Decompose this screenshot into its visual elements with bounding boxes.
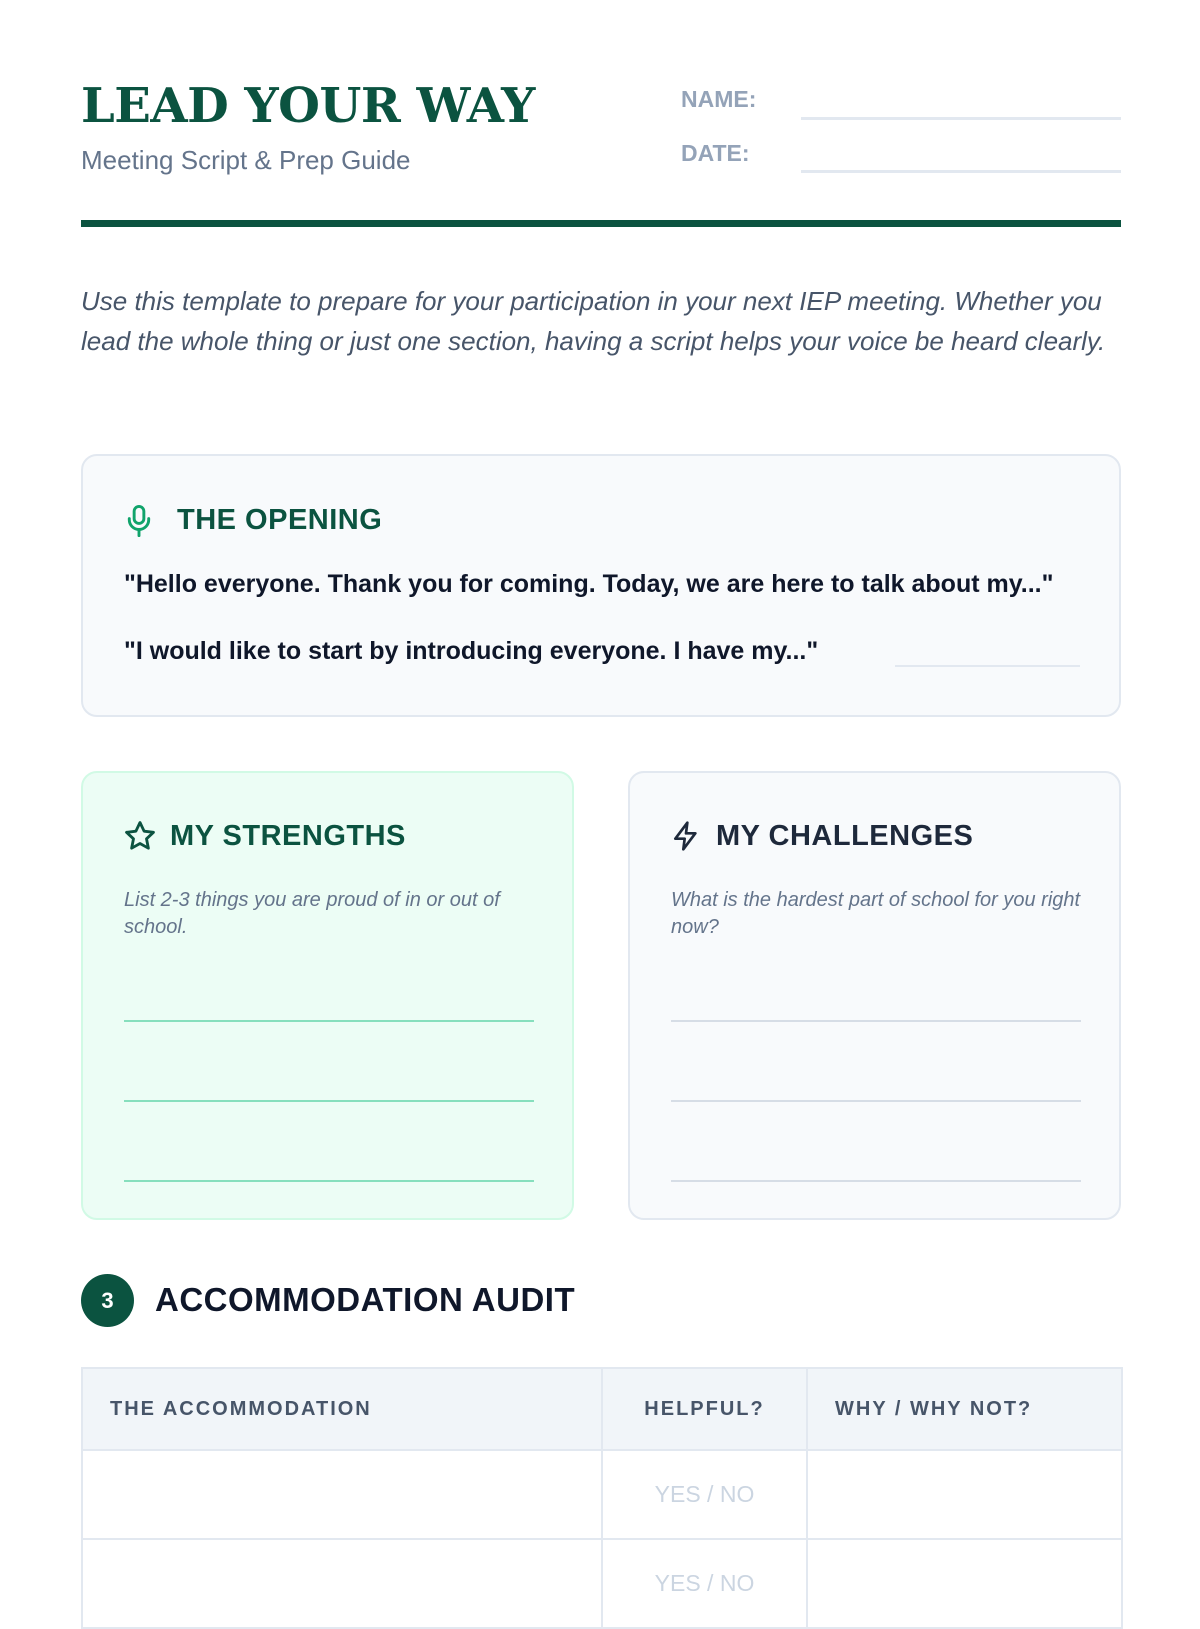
- accommodation-table: [81, 1367, 1123, 1629]
- star-icon: [123, 819, 157, 853]
- name-field[interactable]: [801, 117, 1121, 120]
- strengths-line-3[interactable]: [124, 1180, 534, 1182]
- name-label: NAME:: [681, 86, 757, 112]
- intro-text: Use this template to prepare for your participation in your next IEP meeting. Whether you lead the whole thing or just one section, having a script helps your voice be heard clearly.: [81, 286, 1106, 356]
- challenges-title: MY CHALLENGES: [716, 820, 974, 852]
- challenges-card: [628, 771, 1121, 1220]
- why-cell[interactable]: [807, 1539, 1122, 1628]
- strengths-line-2[interactable]: [124, 1100, 534, 1102]
- date-label: DATE:: [681, 140, 750, 166]
- strengths-card: [81, 771, 574, 1220]
- helpful-cell[interactable]: YES / NO: [602, 1539, 807, 1628]
- audit-title: ACCOMMODATION AUDIT: [155, 1281, 576, 1318]
- column-header-accommodation: THE ACCOMMODATION: [82, 1368, 602, 1450]
- table-row: [82, 1450, 1122, 1539]
- strengths-title: MY STRENGTHS: [170, 820, 406, 852]
- opening-quote-2: "I would like to start by introducing everyone. I have my...": [124, 637, 819, 665]
- strengths-hint: List 2-3 things you are proud of in or out of school.: [124, 889, 500, 938]
- lightning-icon: [670, 819, 702, 853]
- challenges-line-3[interactable]: [671, 1180, 1081, 1182]
- header-divider: [81, 220, 1121, 227]
- table-header-row: [82, 1368, 1122, 1450]
- strengths-line-1[interactable]: [124, 1020, 534, 1022]
- column-header-helpful: HELPFUL?: [602, 1368, 807, 1450]
- challenges-line-1[interactable]: [671, 1020, 1081, 1022]
- opening-card: [81, 454, 1121, 717]
- accommodation-cell[interactable]: [82, 1450, 602, 1539]
- page-title: LEAD YOUR WAY: [81, 78, 535, 134]
- microphone-icon: [124, 504, 154, 538]
- why-cell[interactable]: [807, 1450, 1122, 1539]
- challenges-hint: What is the hardest part of school for you right now?: [671, 889, 1081, 938]
- opening-blank-line[interactable]: [895, 665, 1080, 667]
- table-row: [82, 1539, 1122, 1628]
- helpful-cell[interactable]: YES / NO: [602, 1450, 807, 1539]
- opening-title: THE OPENING: [177, 504, 383, 536]
- date-field[interactable]: [801, 170, 1121, 173]
- column-header-why: WHY / WHY NOT?: [807, 1368, 1122, 1450]
- opening-quote-1: "Hello everyone. Thank you for coming. Today, we are here to talk about my...": [124, 570, 1054, 598]
- challenges-line-2[interactable]: [671, 1100, 1081, 1102]
- page-subtitle: Meeting Script & Prep Guide: [81, 145, 411, 175]
- section-number-badge: 3: [81, 1274, 134, 1327]
- accommodation-cell[interactable]: [82, 1539, 602, 1628]
